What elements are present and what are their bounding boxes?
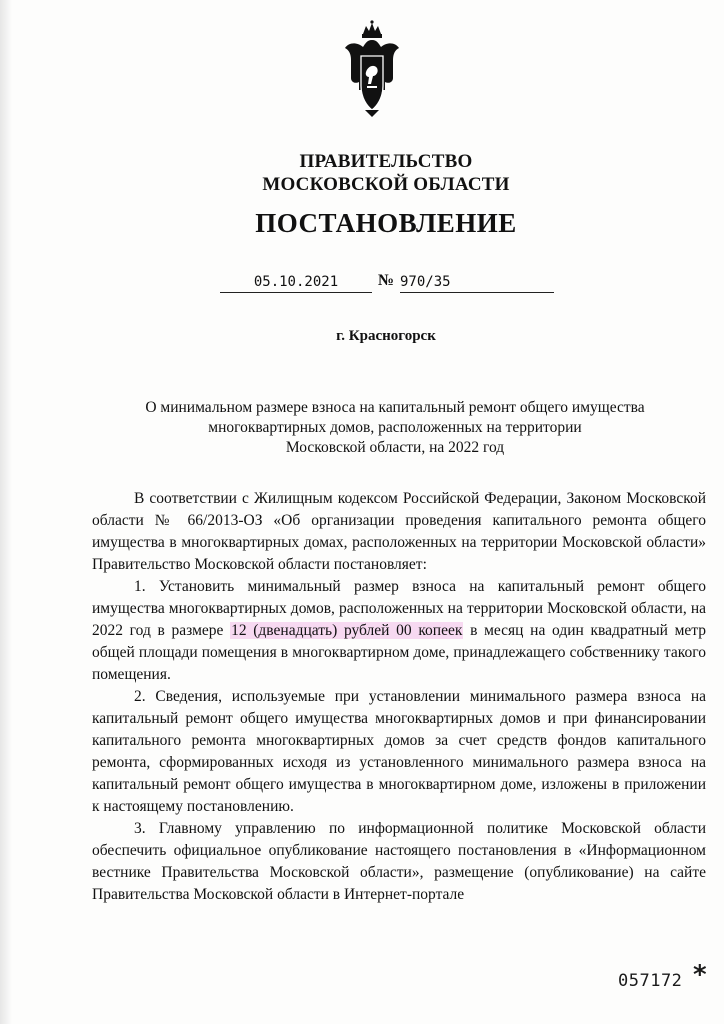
- document-subject: [100, 398, 690, 458]
- document-date: 05.10.2021: [220, 274, 372, 293]
- item-1-text-start: 1. Установить минимальный размер взноса на капитальный ремонт общего имущества многоквартирных домов, расположенных на территории Московской области, на 2022 год в размере: [92, 578, 706, 639]
- number-sign: №: [378, 272, 395, 289]
- subject-line-3: Московской области, на 2022 год: [285, 439, 505, 456]
- document-type-title: ПОСТАНОВЛЕНИЕ: [255, 208, 517, 238]
- item-2-paragraph: 2. Сведения, используемые при установлении минимального размера взноса на капитальный ремонт общего имущества многоквартирных домов и при финансировании капитального ремонта многоквартирных домов за счет средств фондов капитального ремонта, сформированных исходя из установленного минимального размера взноса на капитальный ремонт общего имущества в многоквартирном доме, изложены в приложении к настоящему постановлению.: [92, 688, 706, 815]
- subject-line-1: О минимальном размере взноса на капитальный ремонт общего имущества: [145, 399, 645, 416]
- subject-line-2: многоквартирных домов, расположенных на территории: [208, 419, 582, 436]
- item-1-text-end: в месяц на один квадратный метр общей площади помещения в многоквартирном доме, принадлежащего собственнику такого помещения.: [92, 622, 706, 683]
- government-name: [0, 150, 724, 196]
- page-serial-number: 057172: [618, 971, 683, 991]
- government-line-1: ПРАВИТЕЛЬСТВО: [299, 151, 473, 172]
- document-body: [92, 488, 706, 906]
- asterisk-mark: *: [693, 960, 707, 990]
- item-3-paragraph: 3. Главному управлению по информационной политике Московской области обеспечить официальное опубликование настоящего постановления в «Информационном вестнике Правительства Московской области», размещение (опубликование) на сайте Правительства Московской области в Интернет-портале: [92, 820, 706, 903]
- document-number: 970/35: [400, 274, 554, 293]
- government-line-2: МОСКОВСКОЙ ОБЛАСТИ: [262, 174, 510, 195]
- preamble-paragraph: В соответствии с Жилищным кодексом Российской Федерации, Законом Московской области № 66/2013-ОЗ «Об организации проведения капитального ремонта общего имущества в многоквартирных домах, расположенных на территории Московской области» Правительство Московской области постановляет:: [92, 490, 706, 573]
- city-name: г. Красногорск: [336, 328, 436, 344]
- coat-of-arms-icon: [343, 20, 401, 120]
- item-1-paragraph: [92, 576, 706, 686]
- highlighted-amount: 12 (двенадцать) рублей 00 копеек: [231, 622, 463, 639]
